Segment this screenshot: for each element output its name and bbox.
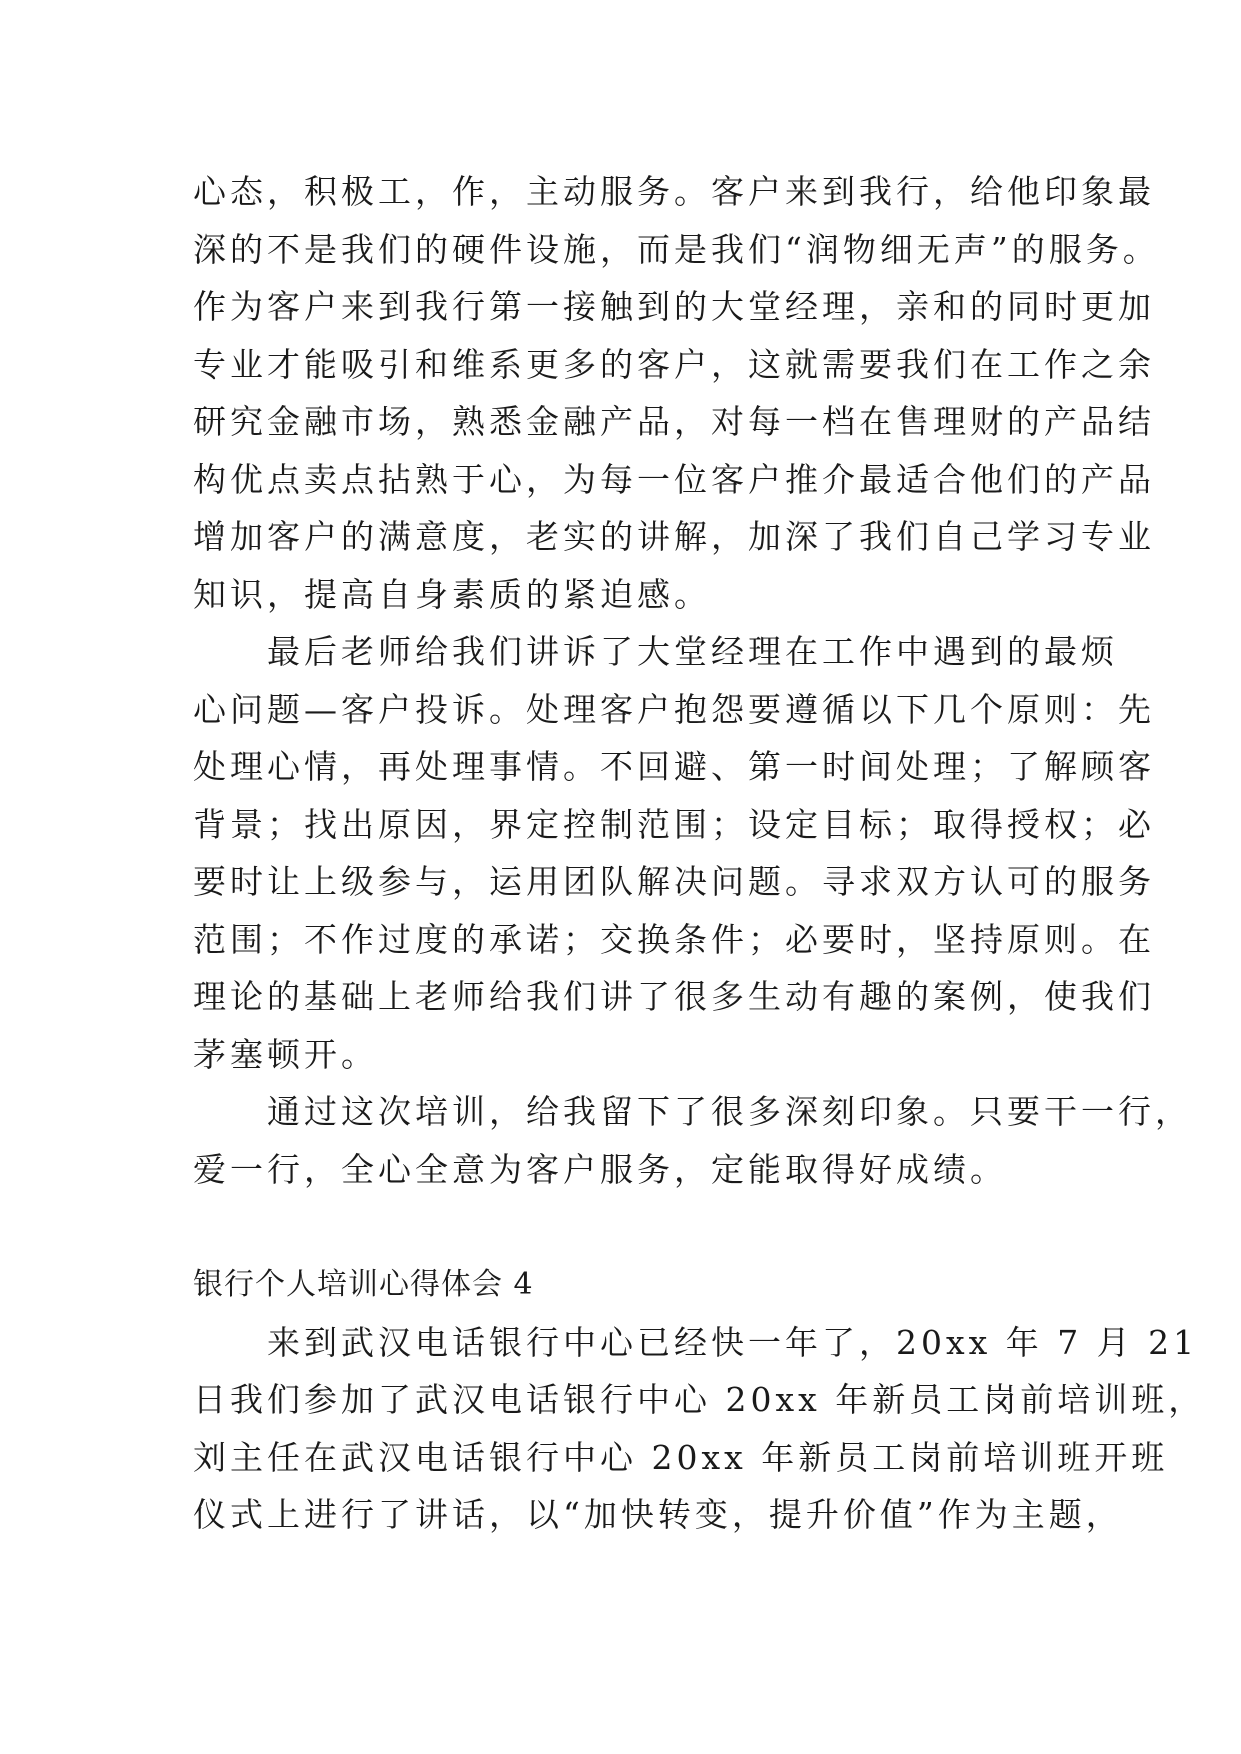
text-line: 要时让上级参与，运用团队解决问题。寻求双方认可的服务 (193, 862, 1155, 901)
text-line: 范围；不作过度的承诺；交换条件；必要时，坚持原则。在 (193, 919, 1155, 959)
text-line: 爱一行，全心全意为客户服务，定能取得好成绩。 (193, 1149, 1007, 1189)
document-body (193, 163, 1206, 1544)
paragraph-complaint-handling (193, 623, 1155, 1083)
text-line: 心态，积极工，作，主动服务。客户来到我行，给他印象最 (193, 172, 1155, 211)
text-line: 最后老师给我们讲诉了大堂经理在工作中遇到的最烦 (193, 632, 1118, 671)
paragraph-conclusion (193, 1083, 1192, 1198)
text-line: 通过这次培训，给我留下了很多深刻印象。只要干一行， (193, 1092, 1192, 1131)
text-line: 刘主任在武汉电话银行中心 20xx 年新员工岗前培训班开班 (193, 1437, 1169, 1477)
text-line: 理论的基础上老师给我们讲了很多生动有趣的案例，使我们 (193, 977, 1155, 1016)
paragraph-customer-service (193, 163, 1160, 623)
text-line: 心问题—客户投诉。处理客户抱怨要遵循以下几个原则：先 (193, 689, 1155, 729)
text-line: 日我们参加了武汉电话银行中心 20xx 年新员工岗前培训班， (193, 1380, 1206, 1419)
text-line: 作为客户来到我行第一接触到的大堂经理，亲和的同时更加 (193, 287, 1155, 326)
text-line: 知识，提高自身素质的紧迫感。 (193, 574, 711, 614)
paragraph-wuhan-center (193, 1314, 1206, 1544)
text-line: 构优点卖点拈熟于心，为每一位客户推介最适合他们的产品 (193, 459, 1155, 499)
text-line: 增加客户的满意度，老实的讲解，加深了我们自己学习专业 (193, 517, 1155, 556)
text-line: 处理心情，再处理事情。不回避、第一时间处理；了解顾客 (193, 747, 1155, 786)
text-line: 背景；找出原因，界定控制范围；设定目标；取得授权；必 (193, 804, 1155, 844)
text-line: 茅塞顿开。 (193, 1034, 378, 1074)
text-line: 专业才能吸引和维系更多的客户，这就需要我们在工作之余 (193, 344, 1155, 384)
section-heading: 银行个人培训心得体会 4 (193, 1267, 534, 1302)
text-line: 深的不是我们的硬件设施，而是我们“润物细无声”的服务。 (193, 229, 1160, 269)
text-line: 来到武汉电话银行中心已经快一年了，20xx 年 7 月 21 (193, 1322, 1199, 1362)
text-line: 仪式上进行了讲话，以“加快转变，提升价值”作为主题， (193, 1495, 1123, 1534)
text-line: 研究金融市场，熟悉金融产品，对每一档在售理财的产品结 (193, 402, 1155, 441)
